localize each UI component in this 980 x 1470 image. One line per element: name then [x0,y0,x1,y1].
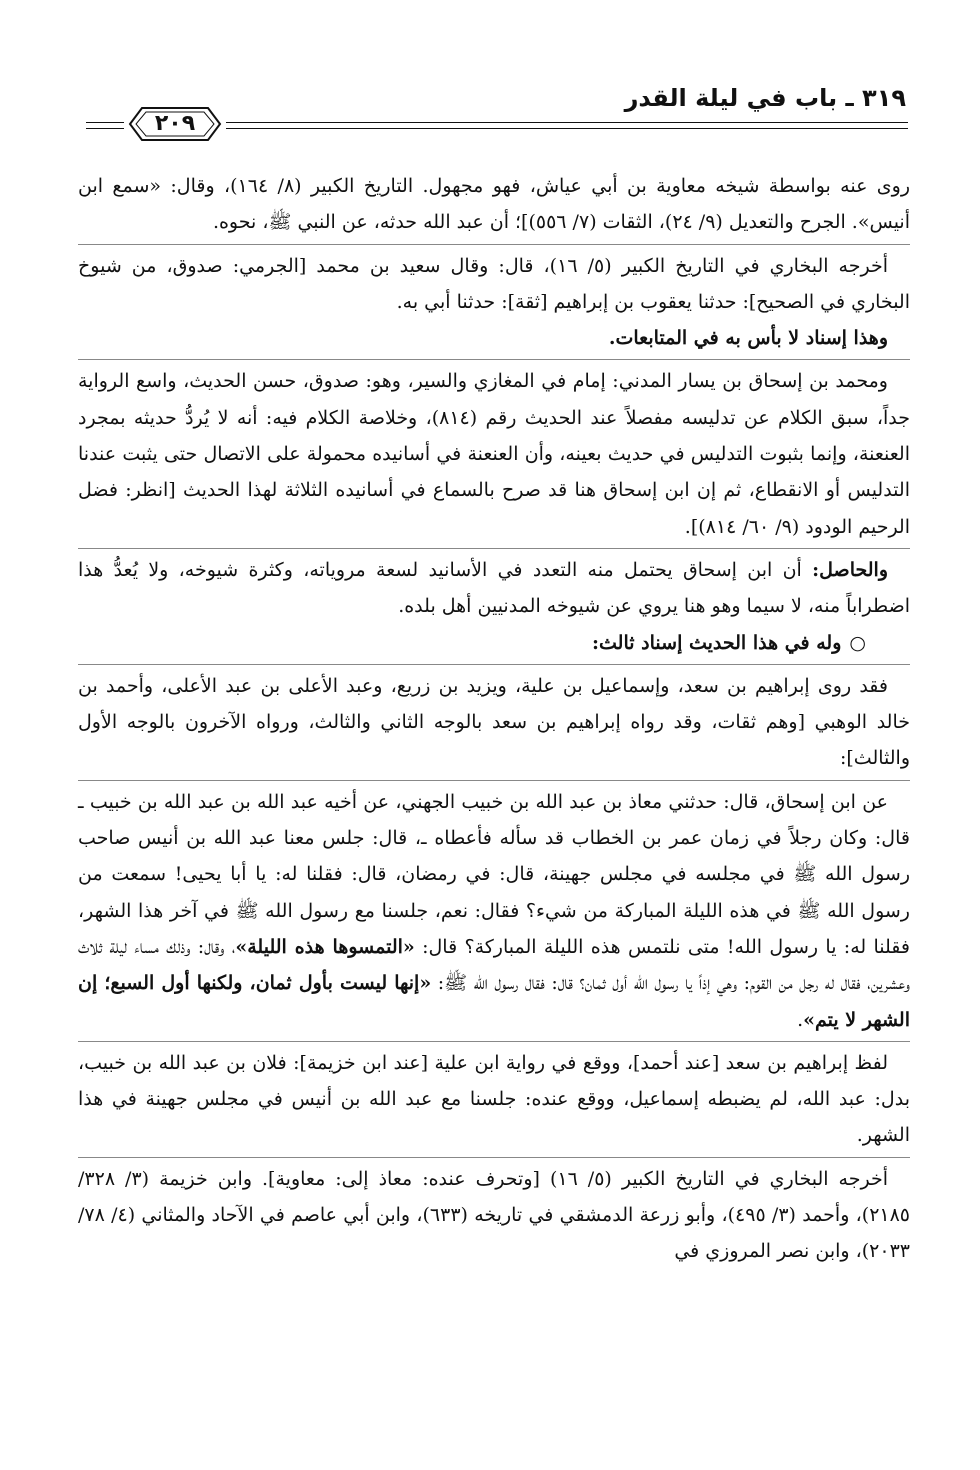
hadith-quote: «التمسوها هذه الليلة» [235,935,415,958]
separator-line [78,359,910,360]
paragraph: فقد روى إبراهيم بن سعد، وإسماعيل بن علية، ويزيد بن زريع، وعبد الأعلى بن عبد الأعلى، وأحمد بن خالد الوهبي [وهم ثقات، وقد رواه إبراهيم بن سعد بالوجه الثاني والثالث، ورواه الآخرون بالوجه الأول والثالث]: [78,674,910,770]
separator-line [78,1157,910,1158]
header-rule [226,122,908,123]
page-number: ٢٠٩ [154,111,196,136]
circle-bullet-icon: ○ [849,631,866,654]
separator-line [78,1041,910,1042]
paragraph-text: . [797,1008,804,1031]
paragraph-text: أن ابن إسحاق يحتمل منه التعدد في الأسانيد لسعة مروياته، وكثرة شيوخه، ولا يُعدُّ هذا اضطراباً منه، لا سيما وهو هنا يروي عن شيوخه المدنيين أهل بلده. [78,558,910,618]
page-body [78,168,910,1270]
page-number-frame [128,102,222,146]
section-heading [78,625,910,661]
paragraph: أخرجه البخاري في التاريخ الكبير (٥/ ١٦)، قال: وقال سعيد بن محمد [الجرمي: صدوق، من شيوخ البخاري في الصحيح]: حدثنا يعقوب بن إبراهيم [ثقة]: حدثنا أبي به. [78,254,910,313]
paragraph-text: عن ابن إسحاق، قال: حدثني معاذ بن عبد الله بن خبيب الجهني، عن أخيه عبد الله بن عبد الله بن خبيب ـ قال: وكان رجلاً في زمان عمر بن الخطاب قد سأله فأعطاه ـ، قال: جلس معنا عبد الله بن أنيس صاحب رسول الله ﷺ في مجلسه في مجلس جهينة، قال: في رمضان، قال: فقلنا له: يا أبا يحيى! سمعت من رسول الله ﷺ في هذه الليلة المباركة من شيء؟ فقال: نعم، جلسنا مع رسول الله ﷺ في آخر هذا الشهر، فقلنا له: يا رسول الله! متى نلتمس هذه الليلة المباركة؟ قال: [78,790,911,958]
separator-line [78,664,910,665]
paragraph: ومحمد بن إسحاق بن يسار المدني: إمام في المغازي والسير، وهو: صدوق، حسن الحديث، واسع الرواية جداً، سبق الكلام عن تدليسه مفصلاً عند الحديث رقم (٨١٤)، وخلاصة الكلام فيه: أنه لا يُردُّ حديثه بمجرد العنعنة، وإنما بثبوت التدليس في حديث بعينه، وأن العنعنة في أسانيده محمولة على الاتصال حتى يثبت عندنا التدليس أو الانقطاع، ثم إن ابن إسحاق هنا قد صرح بالسماع في أسانيده الثلاثة لهذا الحديث [انظر: فضل الرحيم الودود (٩/ ٦٠/ ٨١٤)]. [78,370,911,538]
paragraph: روى عنه بواسطة شيخه معاوية بن أبي عياش، فهو مجهول. التاريخ الكبير (٨/ ١٦٤)، وقال: «سمع ابن أنيس». الجرح والتعديل (٩/ ٢٤)، الثقات (٧/ ٥٥٦)]؛ أن عبد الله حدثه، عن النبي ﷺ، نحوه. [78,175,910,234]
header-rule [86,128,124,129]
paragraph-text: ، وقال: وذلك مساء ليلة ثلاث وعشرين، فقال له رجل من القوم: وهي إذاً يا رسول الله أول ثمان؟ قال: فقال رسول الله ﷺ: [78,935,910,995]
running-title: ٣١٩ ـ باب في ليلة القدر [624,84,906,112]
separator-line [78,780,910,781]
paragraph: أخرجه البخاري في التاريخ الكبير (٥/ ١٦) [وتحرف عنده: معاذ إلى: معاوية]. وابن خزيمة (٣/ ٣٢٨/ ٢١٨٥)، وأحمد (٣/ ٤٩٥)، وأبو زرعة الدمشقي في تاريخه (٦٣٣)، وابن أبي عاصم في الآحاد والمثاني (٤/ ٧٨/ ٢٠٣٣)، وابن نصر المروزي في [78,1167,911,1263]
paragraph-bold: وهذا إسناد لا بأس به في المتابعات. [608,327,888,350]
section-heading-text: وله في هذا الحديث إسناد ثالث: [592,631,842,654]
separator-line [78,548,910,549]
paragraph-lead: والحاصل: [812,558,888,581]
paragraph [78,784,910,1038]
page-header [78,78,910,152]
paragraph: لفظ إبراهيم بن سعد [عند أحمد]، ووقع في رواية ابن علية [عند ابن خزيمة]: فلان بن عبد الله بن خبيب، بدل: عبد الله، لم يضبطه إسماعيل، ووقع عنده: جلسنا مع عبد الله بن أنيس في مجلس جهينة في هذا الشهر. [78,1051,910,1147]
separator-line [78,244,910,245]
paragraph [78,552,910,625]
book-page [78,78,910,1448]
header-rule [86,122,124,123]
header-rule [226,128,908,129]
hadith-quote: «إنها ليست بأول ثمان، ولكنها أول السبع؛ إن الشهر لا يتم» [78,972,910,1031]
